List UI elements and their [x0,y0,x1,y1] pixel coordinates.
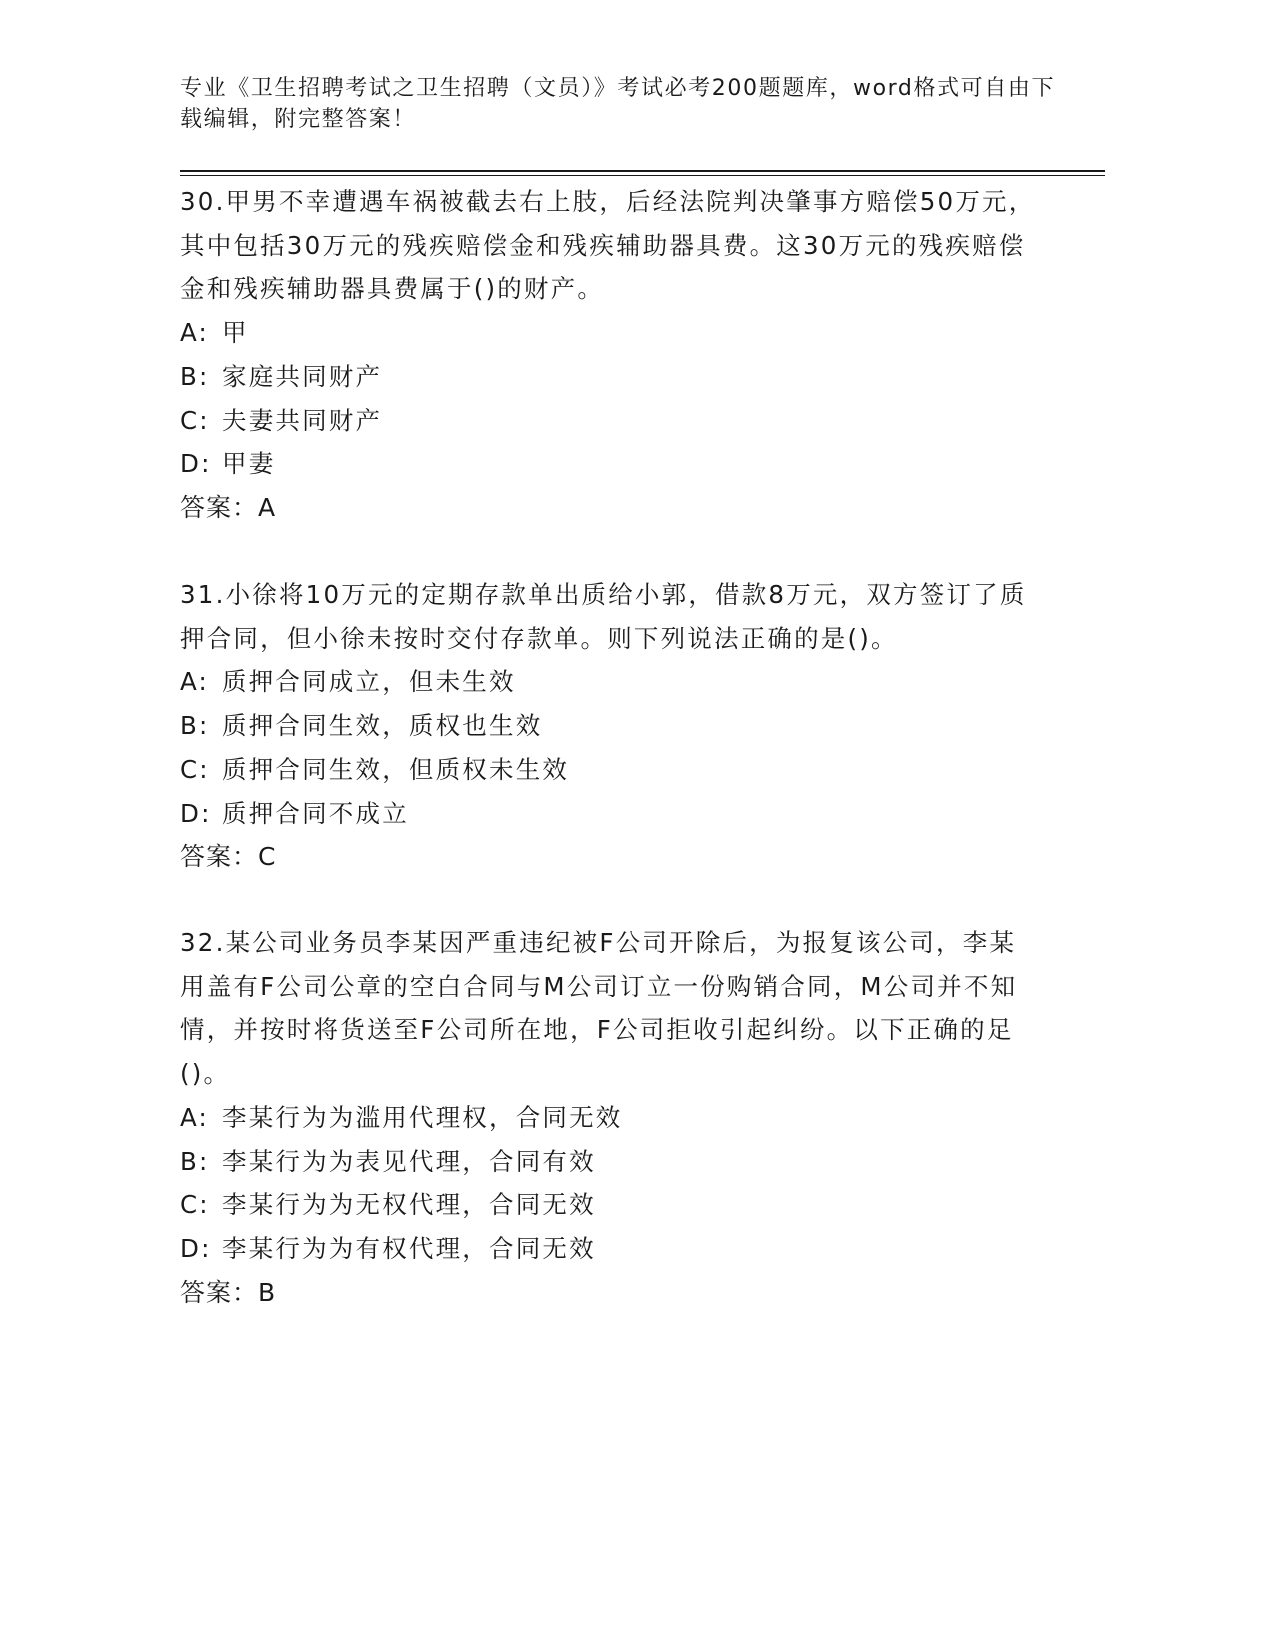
answer-line: 答案：A [180,492,277,522]
option-b [180,355,1040,399]
option-letter: A: [180,318,209,348]
option-b [180,1140,1040,1184]
option-letter: C: [180,405,210,435]
option-text: 甲 [222,318,249,348]
option-letter: B: [180,711,210,741]
option-text: 李某行为为有权代理，合同无效 [222,1233,596,1263]
option-letter: B: [180,1146,210,1176]
option-text: 质押合同生效，质权也生效 [222,711,543,741]
option-letter: A: [180,1102,209,1132]
option-text: 夫妻共同财产 [222,405,383,435]
question-31 [180,573,1040,879]
question-stem: 32.某公司业务员李某因严重违纪被F公司开除后，为报复该公司，李某用盖有F公司公章的空白合同与M公司订立一份购销合同，M公司并不知情，并按时将货送至F公司所在地，F公司拒收引起纠纷。以下正确的足()。 [180,928,1018,1089]
question-stem: 30.甲男不幸遭遇车祸被截去右上肢，后经法院判决肇事方赔偿50万元，其中包括30万元的残疾赔偿金和残疾辅助器具费。这30万元的残疾赔偿金和残疾辅助器具费属于()的财产。 [180,187,1036,304]
header-divider-thick [180,170,1105,172]
option-letter: B: [180,361,210,391]
option-d [180,442,1040,486]
question-stem: 31.小徐将10万元的定期存款单出质给小郭，借款8万元，双方签订了质押合同，但小徐未按时交付存款单。则下列说法正确的是()。 [180,580,1027,653]
option-letter: D: [180,798,212,828]
option-text: 质押合同成立，但未生效 [222,667,516,697]
option-d [180,1227,1040,1271]
header-divider-thin [180,175,1105,176]
option-text: 家庭共同财产 [222,361,383,391]
answer-line: 答案：C [180,842,277,872]
option-d [180,792,1040,836]
option-text: 质押合同不成立 [222,798,409,828]
document-header: 专业《卫生招聘考试之卫生招聘（文员）》考试必考200题题库，word格式可自由下载编辑，附完整答案！ [180,76,1056,132]
option-c [180,399,1040,443]
option-text: 质押合同生效，但质权未生效 [222,754,570,784]
answer-line: 答案：B [180,1277,277,1307]
option-letter: A: [180,667,209,697]
option-a [180,1096,1040,1140]
option-text: 甲妻 [222,449,276,479]
option-c [180,748,1040,792]
option-text: 李某行为为无权代理，合同无效 [222,1190,596,1220]
option-letter: C: [180,754,210,784]
option-c [180,1183,1040,1227]
question-30 [180,180,1040,530]
option-text: 李某行为为表见代理，合同有效 [222,1146,596,1176]
option-a [180,660,1040,704]
question-32 [180,921,1040,1314]
option-text: 李某行为为滥用代理权，合同无效 [222,1102,623,1132]
option-letter: D: [180,1233,212,1263]
option-b [180,704,1040,748]
option-letter: C: [180,1190,210,1220]
option-letter: D: [180,449,212,479]
option-a [180,311,1040,355]
